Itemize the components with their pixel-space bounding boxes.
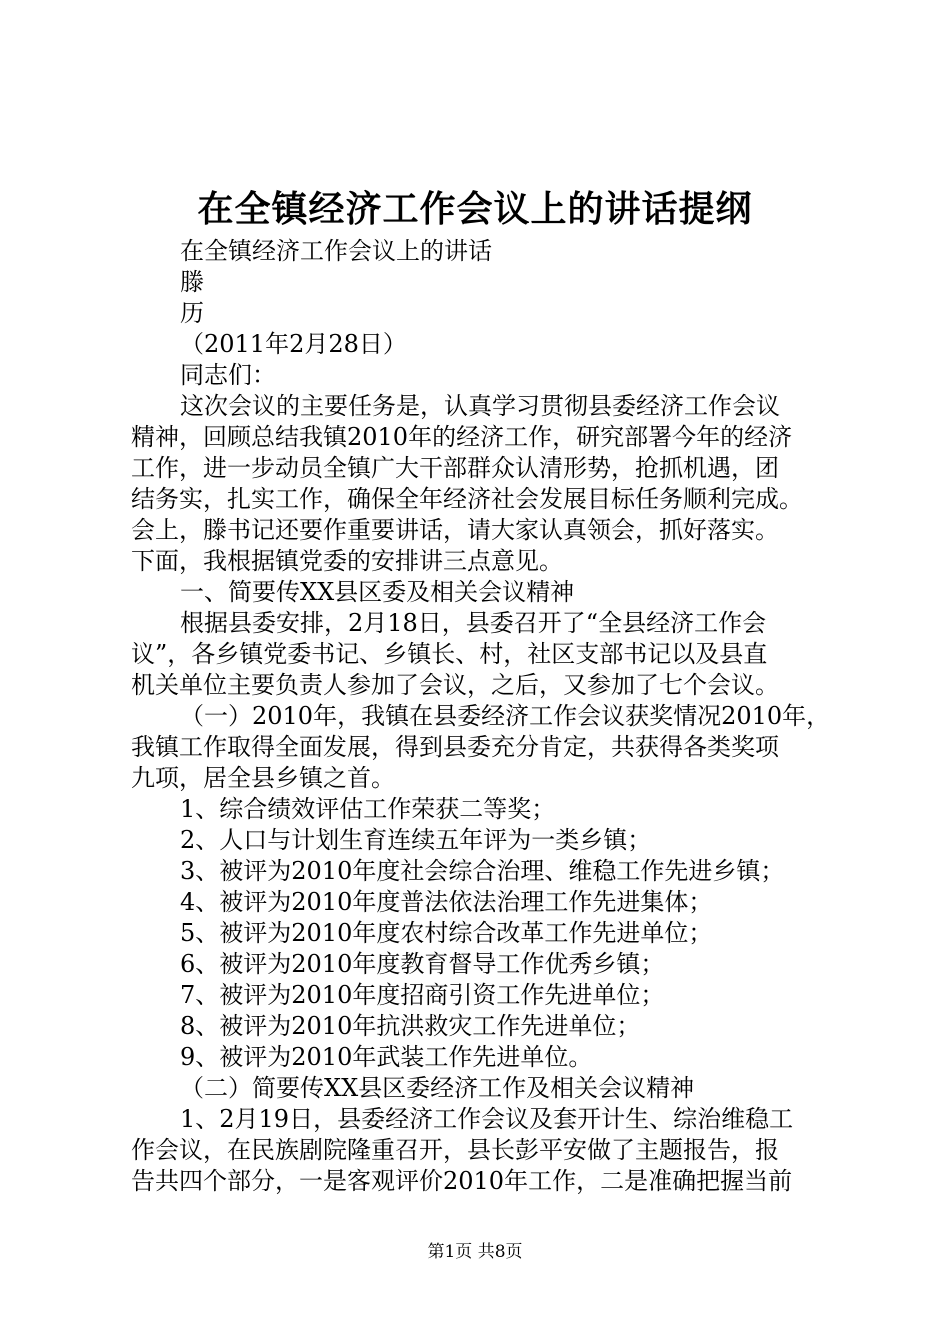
paragraph-line: 历 — [180, 299, 204, 327]
paragraph-line: 九项，居全县乡镇之首。 — [131, 764, 395, 792]
paragraph-line: 8、被评为2010年抗洪救灾工作先进单位； — [180, 1012, 641, 1040]
document-title: 在全镇经济工作会议上的讲话提纲 — [197, 188, 753, 230]
paragraph-line: 7、被评为2010年度招商引资工作先进单位； — [180, 981, 665, 1009]
paragraph-line: 议”，各乡镇党委书记、乡镇长、村，社区支部书记以及县直 — [131, 640, 768, 668]
paragraph-line: 下面，我根据镇党委的安排讲三点意见。 — [131, 547, 563, 575]
paragraph-line: （二）简要传XX县区委经济工作及相关会议精神 — [180, 1074, 695, 1102]
paragraph-line: 会上，滕书记还要作重要讲话，请大家认真领会，抓好落实。 — [131, 516, 779, 544]
paragraph-line: 我镇工作取得全面发展，得到县委充分肯定，共获得各类奖项 — [131, 733, 779, 761]
paragraph-line: 一、简要传XX县区委及相关会议精神 — [180, 578, 575, 606]
paragraph-line: 这次会议的主要任务是，认真学习贯彻县委经济工作会议 — [180, 392, 780, 420]
paragraph-line: 5、被评为2010年度农村综合改革工作先进单位； — [180, 919, 713, 947]
paragraph-line: （2011年2月28日） — [180, 330, 407, 358]
paragraph-line: 工作，进一步动员全镇广大干部群众认清形势，抢抓机遇，团 — [131, 454, 779, 482]
paragraph-line: 滕 — [180, 268, 204, 296]
paragraph-line: 1、综合绩效评估工作荣获二等奖； — [180, 795, 556, 823]
page-footer: 第1页 共8页 — [427, 1242, 523, 1262]
paragraph-line: 告共四个部分，一是客观评价2010年工作，二是准确把握当前 — [131, 1167, 793, 1195]
paragraph-line: 结务实，扎实工作，确保全年经济社会发展目标任务顺利完成。 — [131, 485, 803, 513]
paragraph-line: （一）2010年，我镇在县委经济工作会议获奖情况2010年， — [180, 702, 831, 730]
paragraph-line: 根据县委安排，2月18日，县委召开了“全县经济工作会 — [180, 609, 767, 637]
paragraph-line: 同志们： — [180, 361, 276, 389]
paragraph-line: 精神，回顾总结我镇2010年的经济工作，研究部署今年的经济 — [131, 423, 793, 451]
paragraph-line: 4、被评为2010年度普法依法治理工作先进集体； — [180, 888, 713, 916]
paragraph-line: 3、被评为2010年度社会综合治理、维稳工作先进乡镇； — [180, 857, 785, 885]
document-body — [131, 236, 831, 1197]
paragraph-line: 作会议，在民族剧院隆重召开，县长彭平安做了主题报告，报 — [131, 1136, 779, 1164]
paragraph-line: 2、人口与计划生育连续五年评为一类乡镇； — [180, 826, 652, 854]
paragraph-line: 6、被评为2010年度教育督导工作优秀乡镇； — [180, 950, 665, 978]
paragraph-line: 机关单位主要负责人参加了会议，之后，又参加了七个会议。 — [131, 671, 779, 699]
paragraph-line: 在全镇经济工作会议上的讲话 — [180, 237, 492, 265]
paragraph-line: 9、被评为2010年武装工作先进单位。 — [180, 1043, 593, 1071]
paragraph-line: 1、2月19日，县委经济工作会议及套开计生、综治维稳工 — [180, 1105, 794, 1133]
